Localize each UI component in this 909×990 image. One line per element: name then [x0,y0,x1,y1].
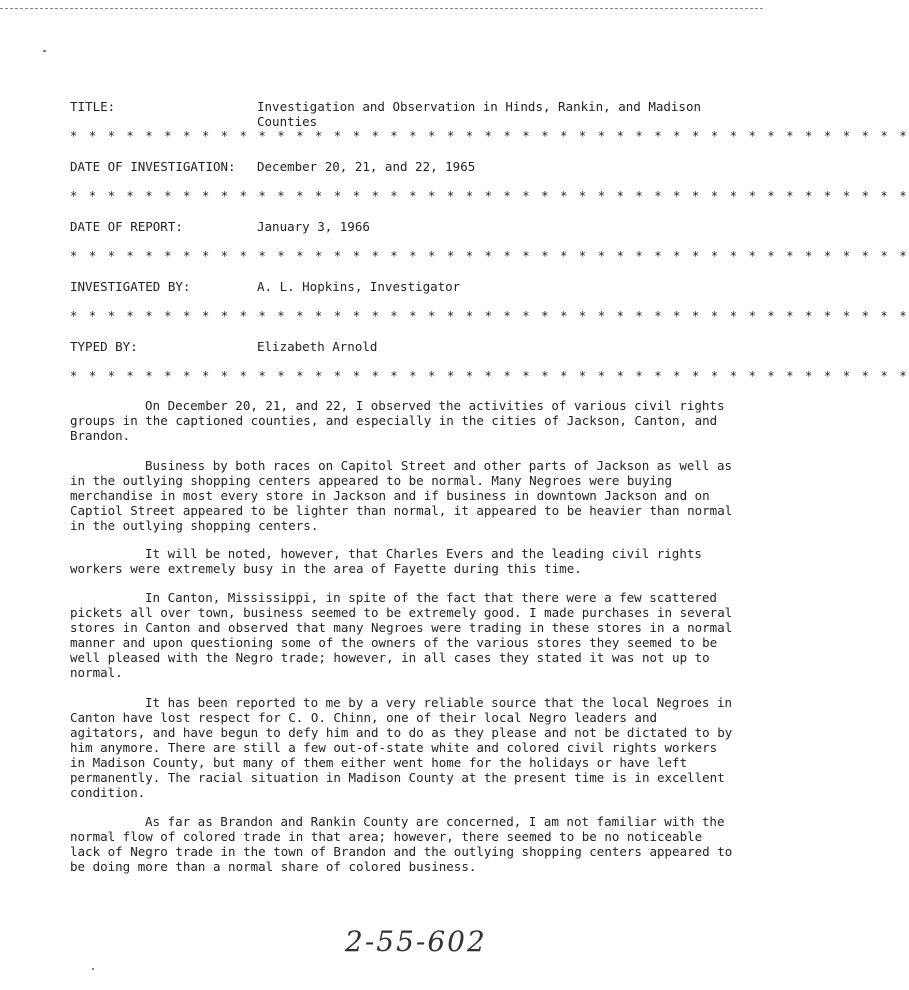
page-top-edge [0,0,763,9]
body-paragraph: As far as Brandon and Rankin County are concerned, I am not familiar with the normal flow of colored trade in that area; however, there seemed to be no noticeable lack of Negro trade in the town of Brandon and the outlying shopping centers appeared to be doing more than a normal share of colored business. [70,814,733,874]
handwritten-file-number: 2-55-602 [345,925,487,958]
title-label: TITLE: [70,99,116,114]
separator-line: * * * * * * * * * * * * * * * * * * * * * * * * * * * * * * * * * * * * * * * * * * * * * [70,189,909,203]
investigated-by-label: INVESTIGATED BY: [70,279,191,294]
separator-line: * * * * * * * * * * * * * * * * * * * * * * * * * * * * * * * * * * * * * * * * * * * * * [70,129,909,143]
scan-speck [92,968,94,970]
date-of-report-value: January 3, 1966 [257,219,370,234]
title-value: Investigation and Observation in Hinds, Rankin, and Madison Counties [257,99,702,129]
typed-by-label: TYPED BY: [70,339,138,354]
date-of-report-label: DATE OF REPORT: [70,219,183,234]
body-paragraph: It will be noted, however, that Charles Evers and the leading civil rights workers were extremely busy in the area of Fayette during this time. [70,546,702,576]
body-paragraph: Business by both races on Capitol Street and other parts of Jackson as well as in the outlying shopping centers appeared to be normal. Many Negroes were buying merchandise in most every store in Jackson and if business in downtown Jackson and on Captiol Street appeared to be lighter than normal, it appeared to be heavier than normal in the outlying shopping centers. [70,458,733,533]
separator-line: * * * * * * * * * * * * * * * * * * * * * * * * * * * * * * * * * * * * * * * * * * * * * [70,249,909,263]
date-of-investigation-label: DATE OF INVESTIGATION: [70,159,236,174]
body-paragraph: On December 20, 21, and 22, I observed the activities of various civil rights groups in the captioned counties, and especially in the cities of Jackson, Canton, and Brandon. [70,398,725,443]
scan-speck [43,50,46,52]
typed-by-value: Elizabeth Arnold [257,339,378,354]
separator-line: * * * * * * * * * * * * * * * * * * * * * * * * * * * * * * * * * * * * * * * * * * * * * [70,309,909,323]
date-of-investigation-value: December 20, 21, and 22, 1965 [257,159,476,174]
body-paragraph: In Canton, Mississippi, in spite of the fact that there were a few scattered pickets all over town, business seemed to be extremely good. I made purchases in several stores in Canton and observed that many Negroes were trading in these stores in a normal manner and upon questioning some of the owners of the various stores they seemed to be well pleased with the Negro trade; however, in all cases they stated it was not up to normal. [70,590,733,680]
separator-line: * * * * * * * * * * * * * * * * * * * * * * * * * * * * * * * * * * * * * * * * * * * * * [70,369,909,383]
investigated-by-value: A. L. Hopkins, Investigator [257,279,461,294]
body-paragraph: It has been reported to me by a very reliable source that the local Negroes in Canton have lost respect for C. O. Chinn, one of their local Negro leaders and agitators, and have begun to defy him and to do as they please and not be dictated to by him anymore. There are still a few out-of-state white and colored civil rights workers in Madison County, but many of them either went home for the holidays or have left permanently. The racial situation in Madison County at the present time is in excellent condition. [70,695,733,800]
